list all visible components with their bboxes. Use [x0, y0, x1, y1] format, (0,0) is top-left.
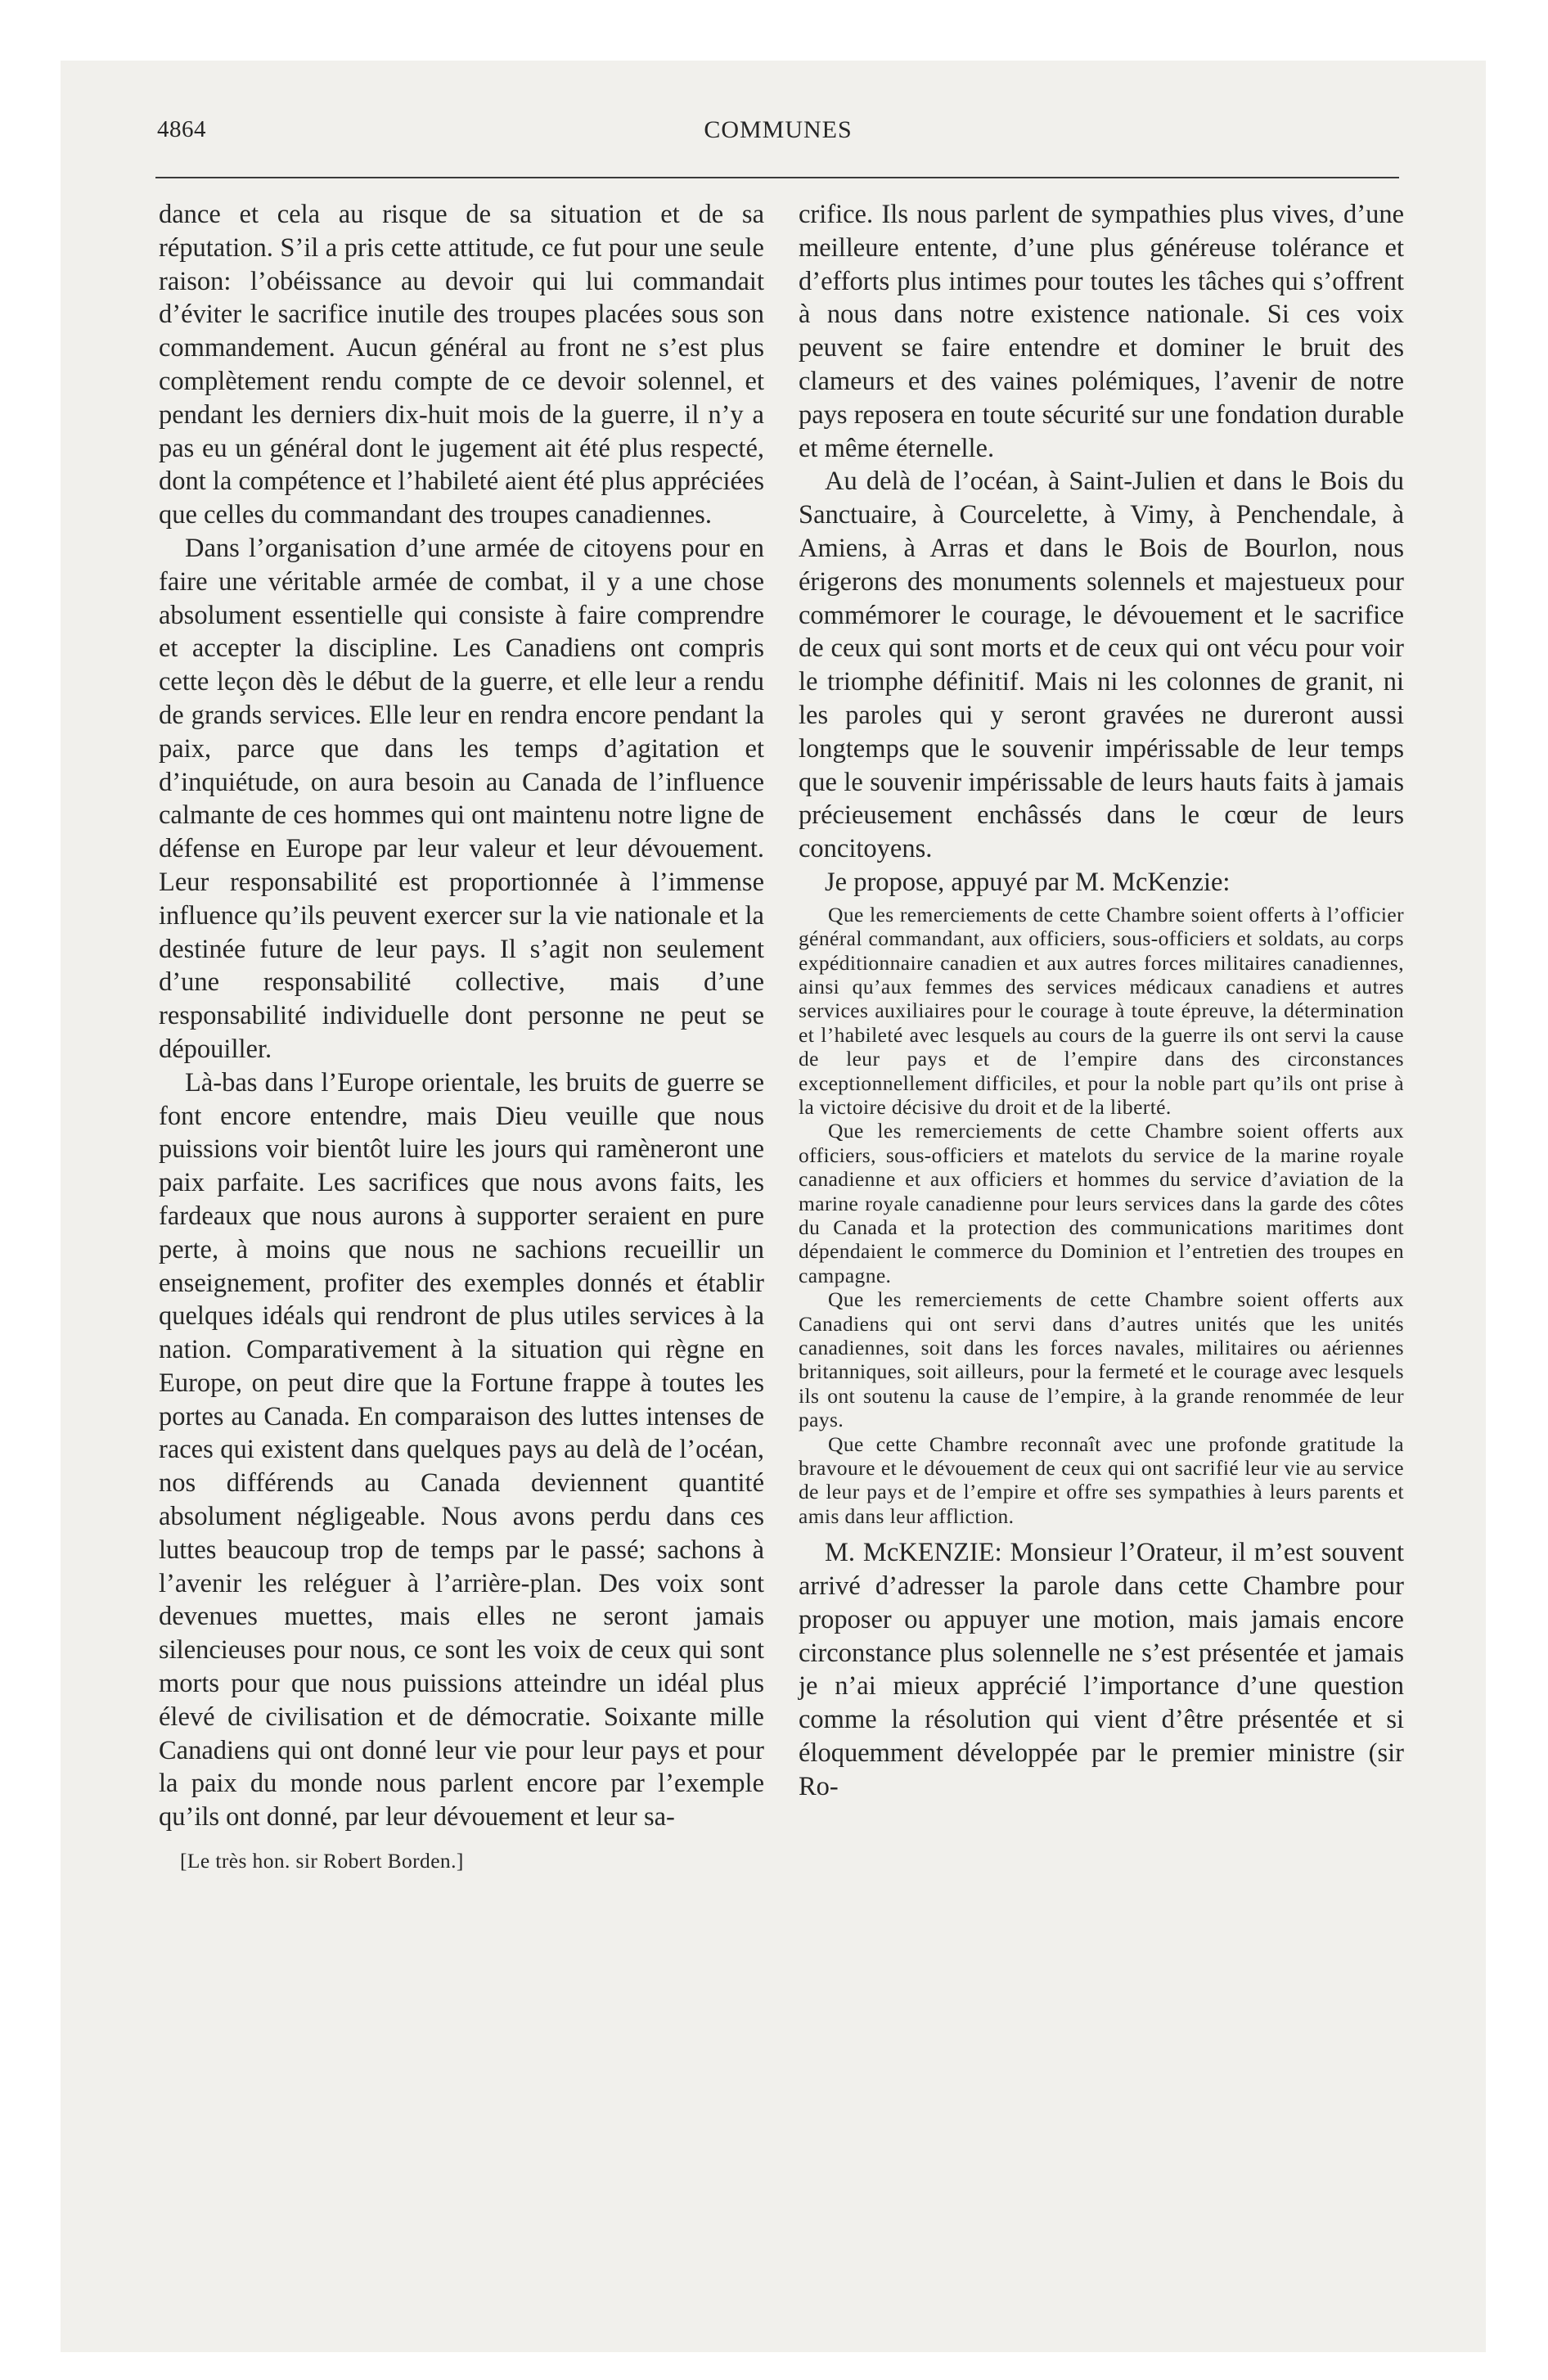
motion-clause: Que les remerciements de cette Chambre soient offerts à l’officier général commandant, aux officiers, sous-officiers et soldats, au corps expéditionnaire canadien et aux autres forces militaires canadiennes, ainsi qu’aux femmes des services médicaux canadiens et autres services auxiliaires pour le courage à toute épreuve, la détermination et l’habileté avec lesquels au cours de la guerre ils ont servi la cause de leur pays et de l’empire dans des circonstances exceptionnellement difficiles, et pour la noble part qu’ils ont prise à la victoire décisive du droit et de la liberté. [799, 902, 1404, 1119]
paragraph: crifice. Ils nous parlent de sympathies plus vives, d’une meilleure entente, d’une plus généreuse tolérance et d’efforts plus intimes pour toutes les tâches qui s’offrent à nous dans notre existence nationale. Si ces voix peuvent se faire entendre et dominer le bruit des clameurs et des vaines polémiques, l’avenir de notre pays reposera en toute sécurité sur une fondation durable et même éternelle. [799, 200, 1405, 463]
right-column [799, 198, 1404, 1804]
paragraph: Dans l’organisation d’une armée de citoyens pour en faire une véritable armée de combat, il y a une chose absolument essentielle qui consiste à faire comprendre et accepter la discipline. Les Canadiens ont compris cette leçon dès le début de la guerre, et elle leur a rendu de grands services. Elle leur en rendra encore pendant la paix, parce que dans les temps d’agitation et d’inquiétude, on aura besoin au Canada de l’influence calmante de ces hommes qui ont maintenu notre ligne de défense en Europe par leur valeur et leur dévouement. Leur responsabilité est proportionnée à l’immense influence qu’ils peuvent exercer sur la vie nationale et la destinée future de leur pays. Il s’agit non seulement d’une responsabilité collective, mais d’une responsabilité individuelle dont personne ne peut se dépouiller. [159, 533, 764, 1064]
page-number: 4864 [157, 116, 206, 142]
running-head: COMMUNES [704, 116, 853, 143]
speech-paragraph: M. McKENZIE: Monsieur l’Orateur, il m’est souvent arrivé d’adresser la parole dans cette Chambre pour proposer ou appuyer une motion, mais jamais encore circonstance plus solennelle ne s’est présentée et jamais je n’ai mieux apprécié l’importance d’une question comme la résolution qui vient d’être présentée et si éloquemment développée par le premier ministre (sir Ro- [799, 1538, 1404, 1801]
paragraph: Là-bas dans l’Europe orientale, les bruits de guerre se font encore entendre, mais Dieu veuille que nous puissions voir bientôt luire les jours qui ramèneront une paix parfaite. Les sacrifices que nous avons faits, les fardeaux que nous aurons à supporter seraient en pure perte, à moins que nous ne sachions recueillir un enseignement, profiter des exemples donnés et établir quelques idéals qui rendront de plus utiles services à la nation. Comparativement à la situation qui règne en Europe, on peut dire que la Fortune frappe à toutes les portes au Canada. En comparaison des luttes intenses de races qui existent dans quelques pays au delà de l’océan, nos différends au Canada deviennent quantité absolument négligeable. Nous avons perdu dans ces luttes beaucoup trop de temps par le passé; sachons à l’avenir les reléguer à l’arrière-plan. Des voix sont devenues muettes, mais elles ne seront jamais silencieuses pour nous, ce sont les voix de ceux qui sont morts pour que nous puissions atteindre un idéal plus élevé de civilisation et de démocratie. Soixante mille Canadiens qui ont donné leur vie pour leur pays et pour la paix du monde nous parlent encore par l’exemple qu’ils ont donné, par leur dévouement et leur sa- [159, 1067, 764, 1832]
motion-clause: Que cette Chambre reconnaît avec une profonde gratitude la bravoure et le dévouement de ceux qui ont sacrifié leur vie au service de leur pays et de l’empire et offre ses sympathies à leurs parents et amis dans leur affliction. [799, 1431, 1404, 1528]
motion-clause: Que les remerciements de cette Chambre soient offerts aux officiers, sous-officiers et matelots du service de la marine royale canadienne et aux officiers et hommes du service d’aviation de la marine royale canadienne pour leurs services dans la garde des côtes du Canada et la protection des communications maritimes dont dépendaient le commerce du Dominion et l’entretien des troupes en campagne. [799, 1119, 1404, 1287]
speaker-footnote: [Le très hon. sir Robert Borden.] [180, 1849, 464, 1873]
paragraph: Au delà de l’océan, à Saint-Julien et dans le Bois du Sanctuaire, à Courcelette, à Vimy, à Penchendale, à Amiens, à Arras et dans le Bois de Bourlon, nous érigerons des monuments solennels et majestueux pour commémorer le courage, le dévouement et le sacrifice de ceux qui sont morts et de ceux qui ont vécu pour voir le triomphe définitif. Mais ni les colonnes de granit, ni les paroles qui y seront gravées ne dureront aussi longtemps que le souvenir impérissable de leur temps que le souvenir impérissable de leurs hauts faits à jamais précieusement enchâssés dans le cœur de leurs concitoyens. [799, 467, 1404, 864]
left-column [159, 198, 764, 1873]
header-rule [155, 177, 1399, 178]
page-header [157, 113, 1399, 154]
paragraph: dance et cela au risque de sa situation et de sa réputation. S’il a pris cette attitude, ce fut pour une seule raison: l’obéissance au devoir qui lui commandait d’éviter le sacrifice inutile des troupes placées sous son commandement. Aucun général au front ne s’est plus complètement rendu compte de ce devoir solennel, et pendant les derniers dix-huit mois de la guerre, il n’y a pas eu un général dont le jugement ait été plus respecté, dont la compétence et l’habileté aient été plus appréciées que celles du commandant des troupes canadiennes. [159, 200, 764, 530]
motion-clause: Que les remerciements de cette Chambre soient offerts aux Canadiens qui ont servi dans d’autres unités que les unités canadiennes, soit dans les forces navales, militaires ou aériennes britanniques, soit ailleurs, pour la fermeté et le courage avec lesquels ils ont soutenu la cause de l’empire, à la grande renommée de leur pays. [799, 1287, 1404, 1432]
motion-intro: Je propose, appuyé par M. McKenzie: [825, 867, 1231, 897]
